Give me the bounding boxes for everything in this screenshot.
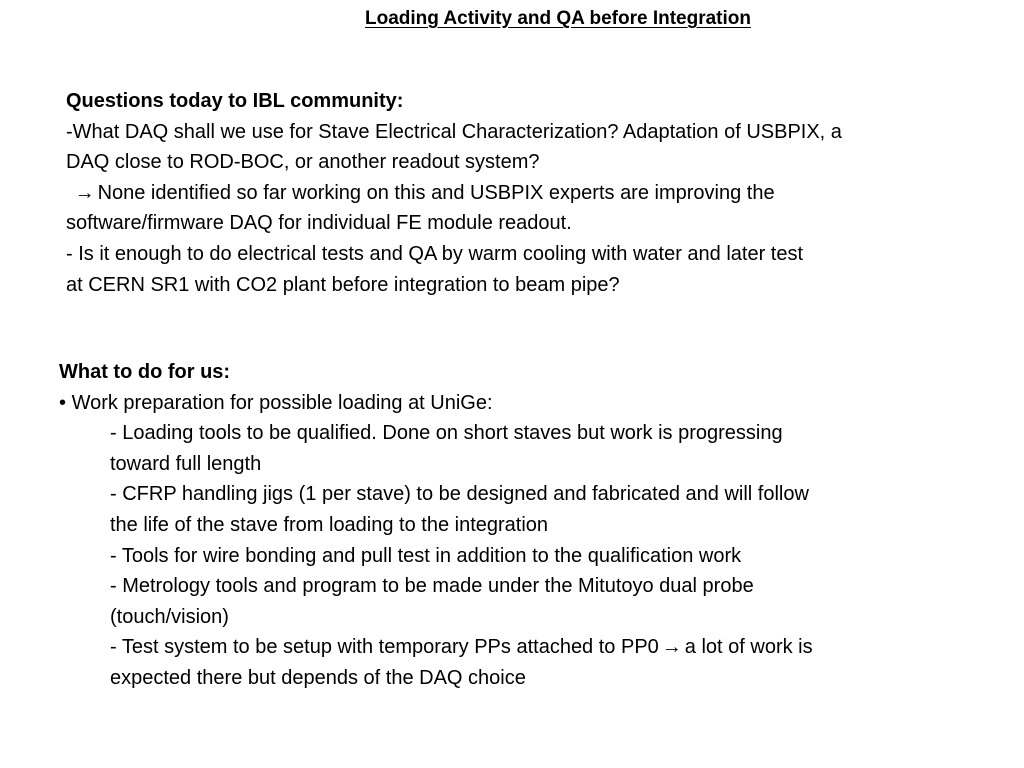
answer-1-line-2: software/firmware DAQ for individual FE module readout. [66,212,572,235]
todo-item-5-line-2: expected there but depends of the DAQ choice [110,666,526,689]
todo-heading: What to do for us: [59,361,231,383]
todo-item-2-line-2: the life of the stave from loading to the integration [110,513,549,536]
question-2-line-2: at CERN SR1 with CO2 plant before integration to beam pipe? [66,273,620,296]
question-2-line-1: - Is it enough to do electrical tests and QA by warm cooling with water and later test [66,242,804,265]
todo-block [59,357,959,694]
todo-item-5-text-after: a lot of work is [684,636,813,659]
todo-item-2-line-1: - CFRP handling jigs (1 per stave) to be designed and fabricated and will follow [110,483,809,506]
answer-1-line-1-text: None identified so far working on this and USBPIX experts are improving the [97,181,775,204]
todo-item-4-line-1: - Metrology tools and program to be made under the Mitutoyo dual probe [110,575,754,598]
questions-heading: Questions today to IBL community: [66,90,404,112]
todo-item-1-line-1: - Loading tools to be qualified. Done on short staves but work is progressing [110,422,783,445]
questions-block [66,86,966,300]
arrow-right-icon: → [74,181,95,204]
todo-item-3-line-1: - Tools for wire bonding and pull test in addition to the qualification work [110,544,742,567]
todo-item-5-text-before: - Test system to be setup with temporary PPs attached to PP0 [110,636,659,659]
question-1-line-1: -What DAQ shall we use for Stave Electrical Characterization? Adaptation of USBPIX, a [66,120,842,143]
todo-item-4-line-2: (touch/vision) [110,605,229,628]
todo-item-5-line-1 [59,632,959,663]
todo-item-1-line-2: toward full length [110,452,262,475]
todo-bullet-text: Work preparation for possible loading at UniGe: [71,391,493,414]
answer-1-line-1 [66,178,966,209]
arrow-right-icon: → [661,636,682,659]
question-1-line-2: DAQ close to ROD-BOC, or another readout system? [66,151,540,174]
bullet-icon: • [59,391,67,414]
todo-bullet-item [59,388,959,419]
slide-title: Loading Activity and QA before Integration [364,8,751,29]
